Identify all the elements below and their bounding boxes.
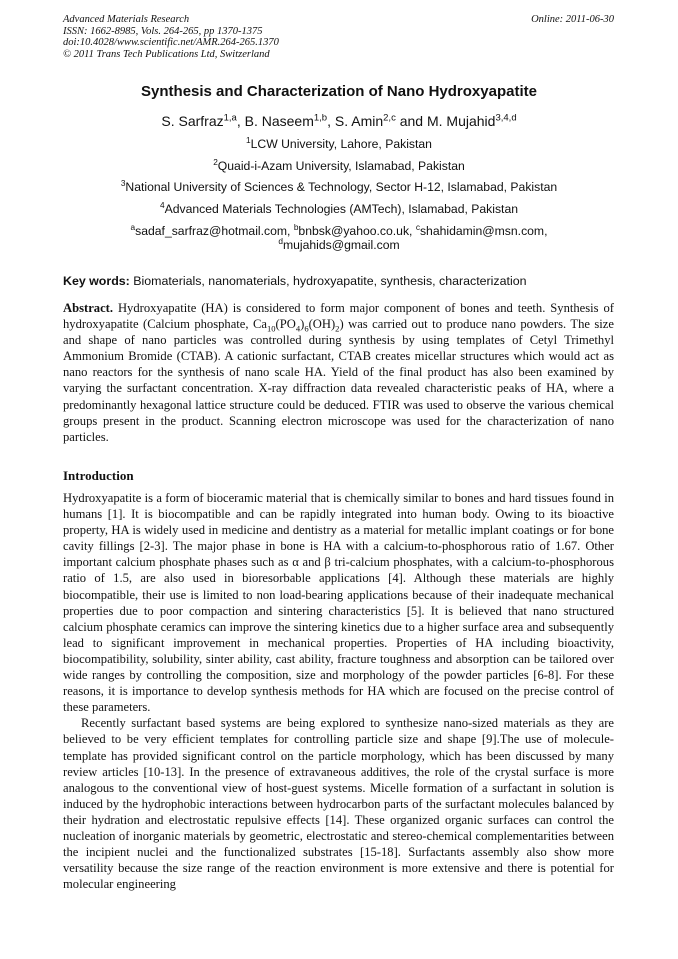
author-name: B. Naseem bbox=[244, 113, 314, 129]
formula-subscript: 4 bbox=[295, 323, 301, 334]
paragraph: Hydroxyapatite is a form of bioceramic material that is chemically similar to bones and hard tissues found in humans [1]. It is biocompatible and can be rapidly integrated into human body. Owing to its bioactive property, HA is widely used in medicine and dentistry as a material for metallic implant coatings or for bone cavity fillings [2-3]. The major phase in bone is HA with a calcium-to-phosphorous ratio of 1.67. Other important calcium phosphate phases such as α and β tri-calcium phosphates, with a calcium-to-phosphorous ratio of 1.5, are also used in bioresorbable applications [4]. Although these materials are highly biocompatible, their use is limited to non load-bearing applications because of their inadequate mechanical properties due to poor compaction and sintering characteristics [5]. It is believed that nano structured calcium phosphate ceramics can improve the sintering kinetics due to a higher surface area and subsequently lead to significant improvement in mechanical properties. Properties of HA including bioactivity, biocompatibility, solubility, sinter ability, cast ability, fracture toughness and absorption can be tailored over wide ranges by controlling the composition, size and morphology of the powder particles [6-8]. For these reasons, it is importance to develop synthesis methods for HA which are focused on the precise control of these parameters. bbox=[63, 491, 614, 715]
author-affiliation-mark: 1,a bbox=[223, 112, 237, 124]
affiliation bbox=[0, 199, 678, 216]
affiliation-number: 1 bbox=[246, 134, 251, 145]
affiliation-text: Advanced Materials Technologies (AMTech), Islamabad, Pakistan bbox=[164, 202, 518, 216]
abstract-label: Abstract. bbox=[63, 301, 114, 315]
author-separator: , bbox=[236, 113, 245, 129]
copyright-line: © 2011 Trans Tech Publications Ltd, Switzerland bbox=[63, 48, 270, 60]
affiliation-text: Quaid-i-Azam University, Islamabad, Pakistan bbox=[217, 159, 465, 173]
paper-title: Synthesis and Characterization of Nano Hydroxyapatite bbox=[141, 83, 537, 100]
affiliation-number: 2 bbox=[213, 156, 218, 167]
abstract bbox=[63, 300, 614, 445]
doi-line: doi:10.4028/www.scientific.net/AMR.264-265.1370 bbox=[63, 37, 279, 48]
keywords bbox=[63, 274, 527, 288]
journal-header bbox=[63, 14, 279, 60]
email-mark: a bbox=[130, 221, 136, 232]
email-address: shahidamin@msn.com, bbox=[419, 224, 548, 238]
author-separator: and bbox=[395, 113, 427, 129]
affiliation-number: 3 bbox=[120, 177, 126, 188]
author-affiliation-mark: 3,4,d bbox=[495, 112, 517, 124]
email-line bbox=[0, 221, 678, 238]
abstract-text: ) was carried out to produce nano powders. The size and shape of nano particles was controlled during synthesis by using templates of Cetyl Trimethyl Ammonium Bromide (CTAB). A cationic surfactant, CTAB creates micellar structures which would act as nano reactors for the synthesis of nano scale HA. Yield of the final product has also been examined by varying the surfactant concentration. X-ray diffraction data revealed characteristic peaks of HA, where a predominantly hexagonal lattice structure could be deduced. FTIR was used to observe the various chemical groups present in the product. Scanning electron microscope was used for the characterization of nano particles. bbox=[63, 317, 614, 444]
section-heading-introduction: Introduction bbox=[63, 468, 134, 483]
affiliation bbox=[0, 177, 678, 194]
formula-subscript: 2 bbox=[335, 323, 340, 334]
email-line bbox=[0, 235, 678, 252]
author-name: S. Amin bbox=[334, 113, 384, 129]
affiliation bbox=[0, 134, 678, 151]
affiliation-number: 4 bbox=[160, 199, 165, 210]
author-affiliation-mark: 2,c bbox=[383, 112, 396, 124]
affiliation-text: National University of Sciences & Technology, Sector H-12, Islamabad, Pakistan bbox=[125, 180, 558, 194]
author-name: M. Mujahid bbox=[426, 113, 496, 129]
journal-name: Advanced Materials Research bbox=[63, 14, 190, 25]
author-separator: , bbox=[327, 113, 335, 129]
formula-subscript: 10 bbox=[266, 323, 276, 334]
keywords-text: Biomaterials, nanomaterials, hydroxyapatite, synthesis, characterization bbox=[129, 274, 527, 288]
author-name: S. Sarfraz bbox=[161, 113, 224, 129]
affiliation bbox=[0, 156, 678, 173]
abstract-text: (OH) bbox=[308, 317, 336, 332]
paragraph: Recently surfactant based systems are being explored to synthesize nano-sized materials as they are believed to be very efficient templates for controlling particle size and shape [9].The use of molecule-template has provided significant control on the particle morphology, which has been discussed by many review articles [10-13]. In the presence of extravaneous additives, the role of the crystal surface is more analogous to the conventional view of host-guest systems. Micelle formation of a surfactant in solution is induced by the hydrophobic interactions between hydrocarbon parts of the surfactant molecules balanced by their hydration and electrostatic repulsive effects [14]. These organized organic surfaces can control the nucleation of inorganic materials by geometric, electrostatic and stereo-chemical complementarities between the incipient nuclei and the functionalized substrates [15-18]. Surfactants assembly also show more versatility because the size range of the reaction environment is more extensive and there is potential for molecular engineering bbox=[63, 716, 614, 892]
email-address: mujahids@gmail.com bbox=[282, 238, 400, 252]
introduction-body bbox=[63, 490, 614, 892]
author-affiliation-mark: 1,b bbox=[313, 112, 328, 124]
abstract-text: ) bbox=[300, 317, 305, 332]
email-mark: b bbox=[293, 221, 299, 232]
abstract-text: Hydroxyapatite (HA) is considered to form major component of bones and teeth. Synthesis of hydroxyapatite (Calcium phosphate, Ca bbox=[63, 301, 614, 332]
formula-subscript: 6 bbox=[304, 323, 309, 334]
abstract-text: (PO bbox=[275, 317, 296, 332]
email-mark: d bbox=[278, 235, 283, 246]
email-address: sadaf_sarfraz@hotmail.com, bbox=[135, 224, 294, 238]
email-mark: c bbox=[415, 221, 420, 232]
keywords-label: Key words: bbox=[63, 274, 130, 288]
online-date: Online: 2011-06-30 bbox=[531, 14, 614, 25]
issn-line: ISSN: 1662-8985, Vols. 264-265, pp 1370-1375 bbox=[63, 25, 263, 37]
affiliation-text: LCW University, Lahore, Pakistan bbox=[250, 137, 432, 151]
author-list bbox=[0, 113, 678, 129]
email-address: bnbsk@yahoo.co.uk, bbox=[298, 224, 416, 238]
